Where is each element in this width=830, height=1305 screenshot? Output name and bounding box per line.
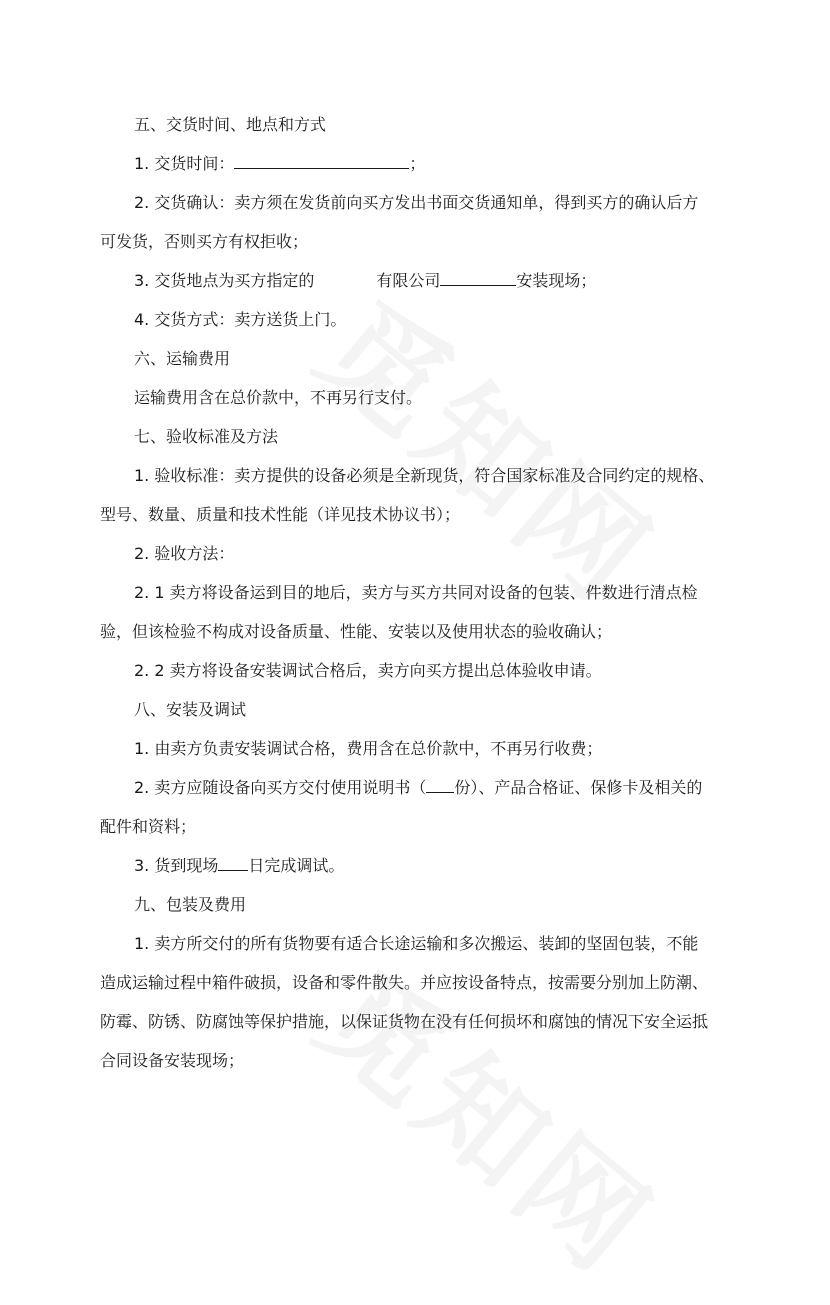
acceptance-2-2-line: 2. 2 卖方将设备安装调试合格后，卖方向买方提出总体验收申请。 — [134, 661, 602, 680]
days-blank — [218, 853, 248, 871]
delivery-place-line: 3. 交货地点为买方指定的 有限公司 安装现场； — [0, 266, 830, 296]
delivery-confirm-line-2: 可发货，否则买方有权拒收； — [100, 232, 309, 251]
acceptance-2-1-line-2: 验，但该检验不构成对设备质量、性能、安装以及使用状态的验收确认； — [100, 622, 613, 641]
site-blank — [440, 268, 516, 286]
acceptance-standard-line-1: 1. 验收标准：卖方提供的设备必须是全新现货，符合国家标准及合同约定的规格、 — [134, 466, 715, 485]
delivery-time-blank — [234, 151, 409, 169]
packaging-line-3: 防霉、防锈、防腐蚀等保护措施，以保证货物在没有任何损坏和腐蚀的情况下安全运抵 — [100, 1012, 709, 1031]
section-6-heading: 六、运输费用 — [134, 349, 231, 368]
install-2-line-2: 配件和资料； — [100, 817, 197, 836]
acceptance-method-line: 2. 验收方法： — [134, 544, 235, 563]
packaging-line-4: 合同设备安装现场； — [100, 1051, 245, 1070]
transport-fee-line: 运输费用含在总价款中，不再另行支付。 — [134, 388, 423, 407]
packaging-line-1: 1. 卖方所交付的所有货物要有适合长途运输和多次搬运、装卸的坚固包装，不能 — [134, 934, 699, 953]
delivery-confirm-line-1: 2. 交货确认：卖方须在发货前向买方发出书面交货通知单，得到买方的确认后方 — [134, 193, 699, 212]
section-7-heading: 七、验收标准及方法 — [134, 427, 279, 446]
install-3-line: 3. 货到现场 日完成调试。 — [0, 851, 830, 881]
acceptance-standard-line-2: 型号、数量、质量和技术性能（详见技术协议书）； — [100, 505, 461, 524]
install-1-line: 1. 由卖方负责安装调试合格，费用含在总价款中，不再另行收费； — [134, 739, 603, 758]
section-9-heading: 九、包装及费用 — [134, 895, 247, 914]
delivery-method-line: 4. 交货方式：卖方送货上门。 — [134, 310, 347, 329]
section-5-heading: 五、交货时间、地点和方式 — [134, 115, 327, 134]
install-2-line-1: 2. 卖方应随设备向买方交付使用说明书（ 份）、产品合格证、保修卡及相关的 — [0, 773, 830, 803]
acceptance-2-1-line-1: 2. 1 卖方将设备运到目的地后，卖方与买方共同对设备的包装、件数进行清点检 — [134, 583, 698, 602]
packaging-line-2: 造成运输过程中箱件破损，设备和零件散失。并应按设备特点，按需要分别加上防潮、 — [100, 973, 709, 992]
section-8-heading: 八、安装及调试 — [134, 700, 247, 719]
manual-count-blank — [426, 775, 454, 793]
delivery-time-line: 1. 交货时间： ； — [0, 149, 830, 179]
